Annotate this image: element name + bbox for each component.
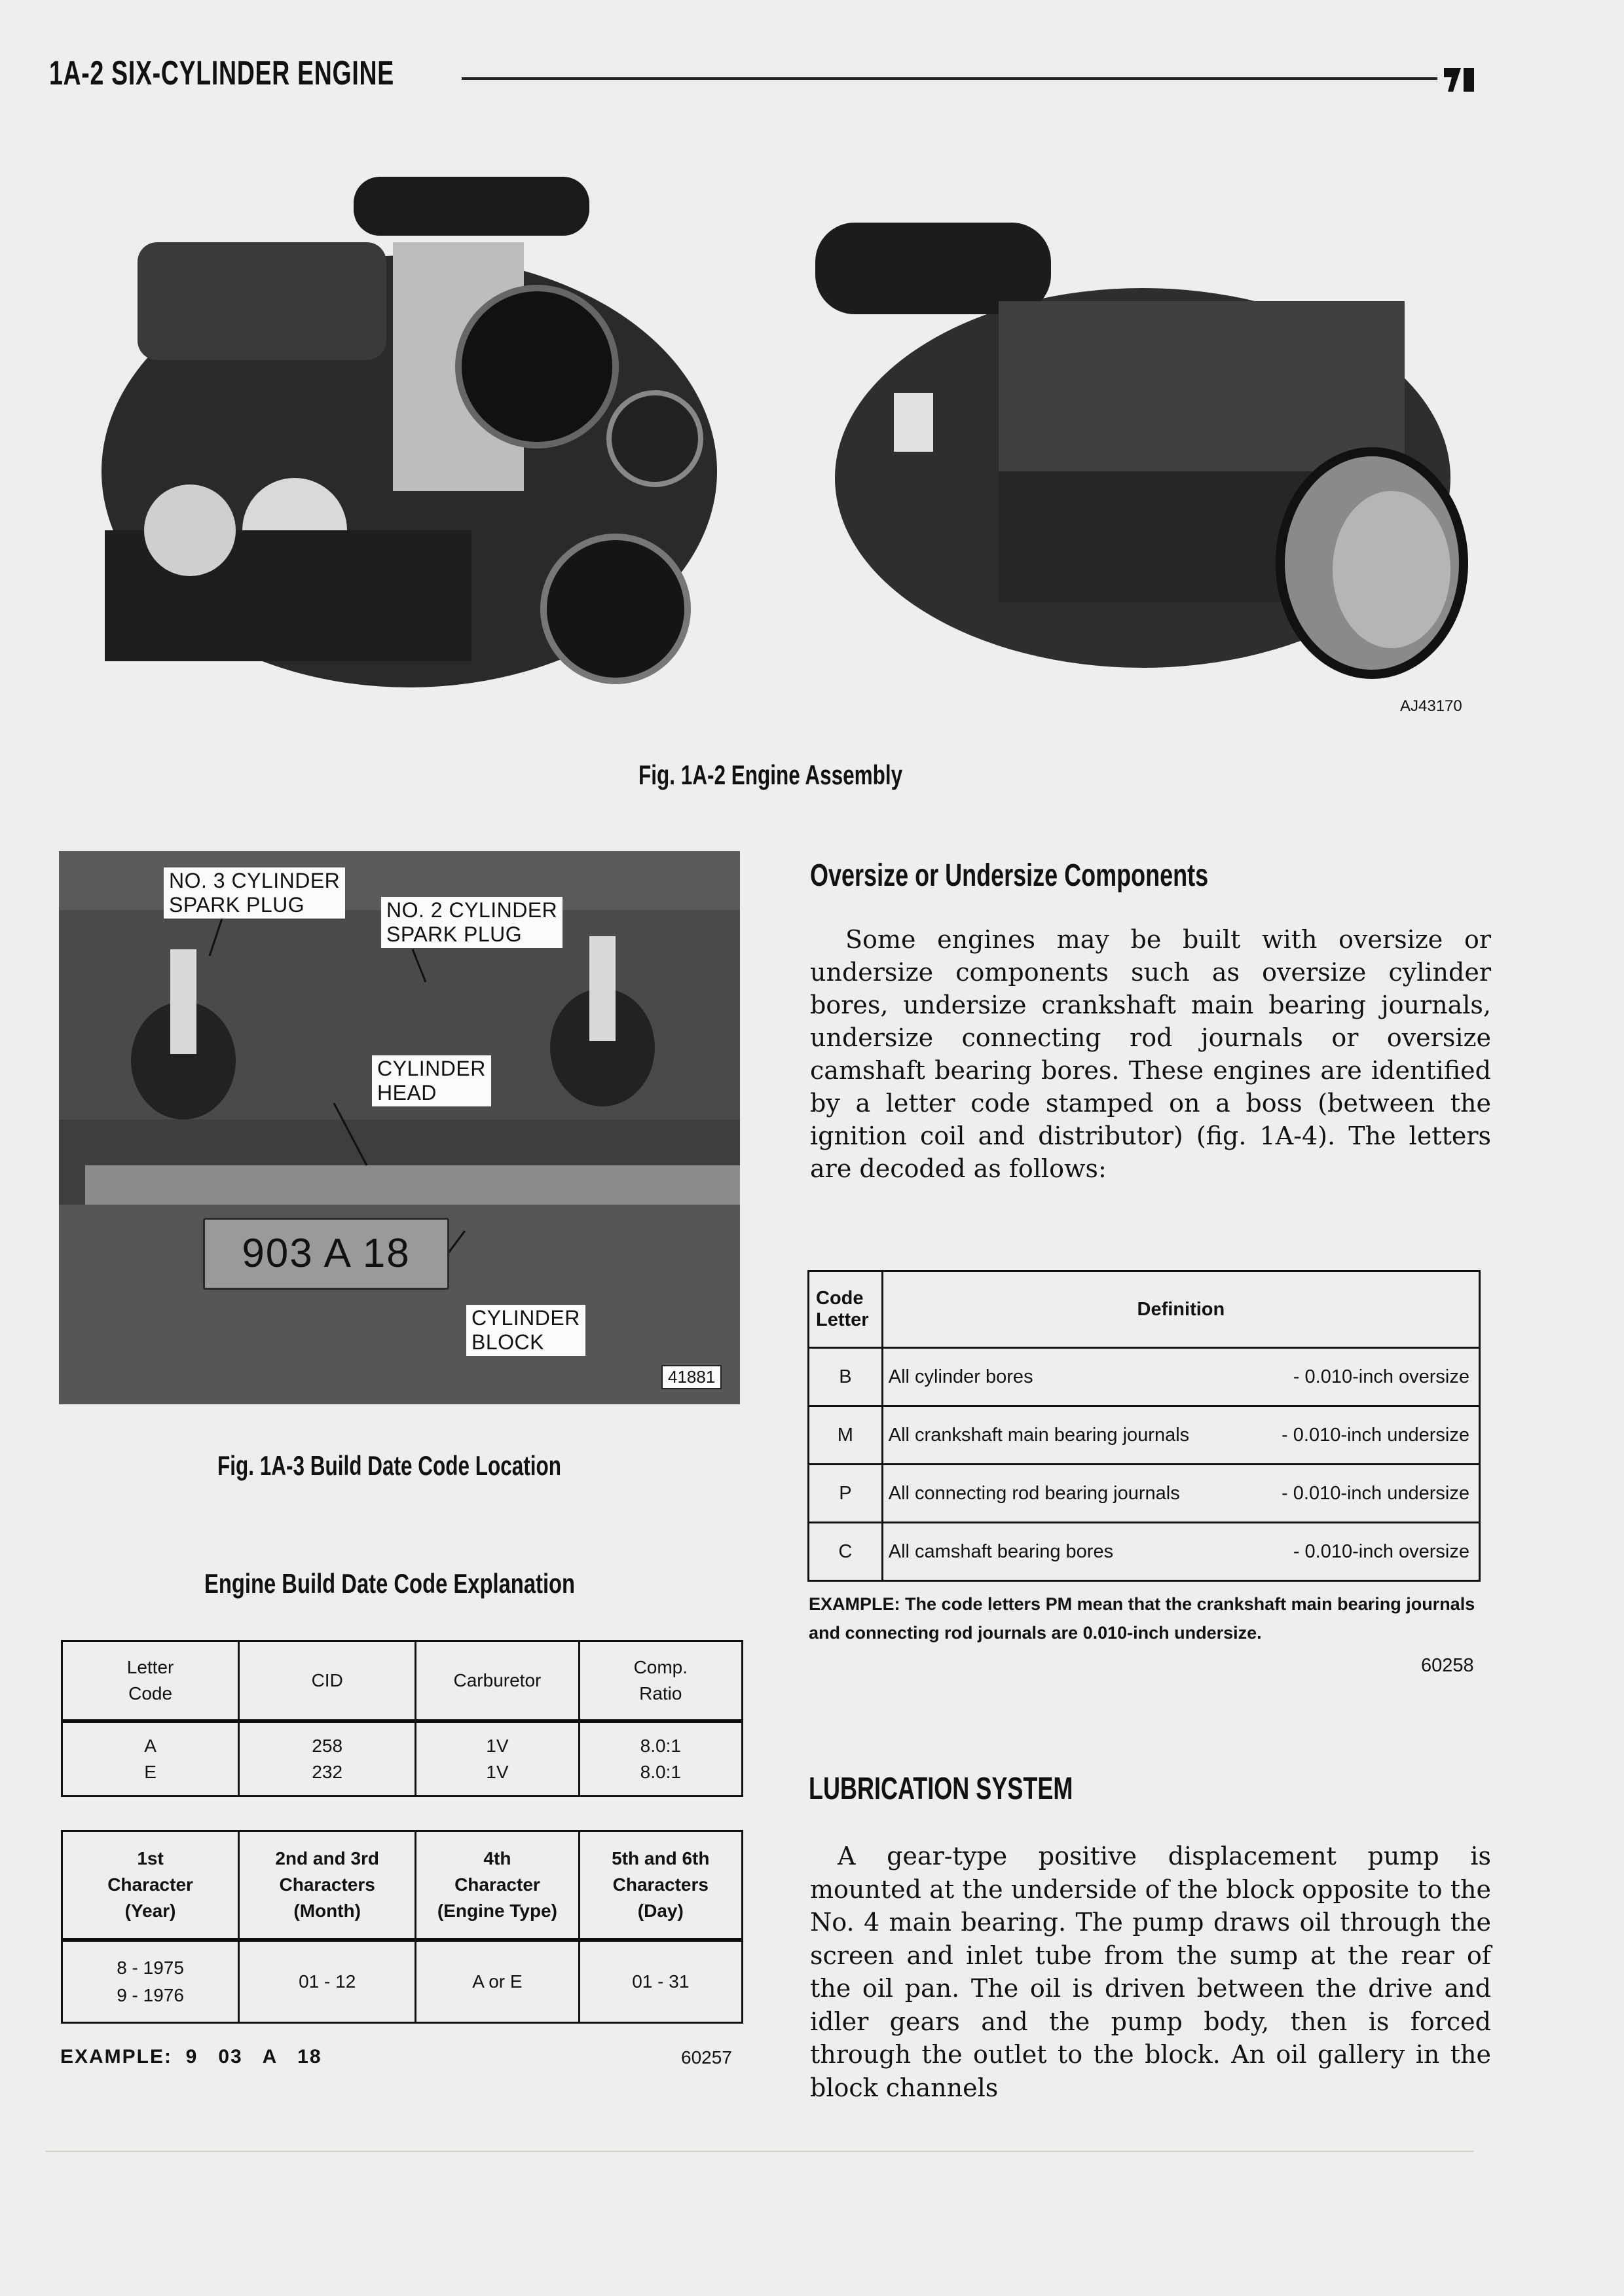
section-paragraph: A gear-type positive displacement pump is mounted at the underside of the block opposite to the No. 4 main bearing. The pump draws oil through the screen and inlet tube from the sump at the rear of the oil pan. The oil is driven between the drive and idler gears and the pump body, then is forced through the outlet to the block. An oil gallery in the block channels xyxy=(810,1842,1491,2102)
page-bottom-edge xyxy=(46,2151,1473,2152)
build-example: EXAMPLE: 9 03 A 18 xyxy=(60,2046,322,2068)
table-header: Definition xyxy=(882,1271,1479,1348)
build-photo-id: 41881 xyxy=(661,1365,722,1389)
table-header: Letter Code xyxy=(62,1641,239,1722)
callout-cylinder-head: CYLINDER HEAD xyxy=(372,1055,491,1106)
figure-number: 60257 xyxy=(681,2047,732,2068)
table-cell: All crankshaft main bearing journals xyxy=(882,1406,1245,1465)
engine-front-photo xyxy=(79,164,740,714)
table-cell: 01 - 31 xyxy=(579,1940,742,2023)
table-row xyxy=(809,1465,1480,1523)
engine-rear-photo xyxy=(802,196,1480,707)
table-cell: B xyxy=(809,1348,883,1406)
table-cell: 258 232 xyxy=(239,1721,416,1796)
oversize-code-table xyxy=(807,1270,1481,1582)
table-header: 4th Character (Engine Type) xyxy=(416,1831,579,1941)
callout-no3-spark-plug: NO. 3 CYLINDER SPARK PLUG xyxy=(164,867,345,919)
header-rule xyxy=(462,77,1437,80)
table-cell: 1V 1V xyxy=(416,1721,579,1796)
table-header: 5th and 6th Characters (Day) xyxy=(579,1831,742,1941)
table-cell: A or E xyxy=(416,1940,579,2023)
table-cell: - 0.010-inch undersize xyxy=(1246,1465,1480,1523)
table-header: 1st Character (Year) xyxy=(62,1831,239,1941)
build-code-plate: 903 A 18 xyxy=(203,1218,449,1290)
callout-no2-spark-plug: NO. 2 CYLINDER SPARK PLUG xyxy=(381,897,563,948)
table-row xyxy=(809,1406,1480,1465)
table-cell: - 0.010-inch undersize xyxy=(1246,1406,1480,1465)
table-cell: - 0.010-inch oversize xyxy=(1246,1348,1480,1406)
table-header: Carburetor xyxy=(416,1641,579,1722)
section-paragraph: Some engines may be built with oversize or undersize components such as oversize cylinder bores, undersize crankshaft main bearing journals, undersize connecting rod journals or oversize camshaft bearing bores. These engines are identified by a letter code stamped on a boss (between the ignition coil and distributor) (fig. 1A-4). The letters are decoded as follows: xyxy=(810,925,1491,1183)
table-cell: All camshaft bearing bores xyxy=(882,1523,1245,1581)
table-cell: All cylinder bores xyxy=(882,1348,1245,1406)
table-cell: 8 - 1975 9 - 1976 xyxy=(62,1940,239,2023)
table-row xyxy=(809,1348,1480,1406)
page-header-title: 1A-2 SIX-CYLINDER ENGINE xyxy=(49,54,394,92)
table-cell: - 0.010-inch oversize xyxy=(1246,1523,1480,1581)
table-cell: C xyxy=(809,1523,883,1581)
build-table-title: Engine Build Date Code Explanation xyxy=(204,1568,576,1599)
build-code-table xyxy=(61,1640,743,1797)
figure-number: 60258 xyxy=(1421,1655,1474,1676)
table-cell: 8.0:1 8.0:1 xyxy=(579,1721,742,1796)
brand-logo-icon xyxy=(1444,65,1475,94)
table-header: CID xyxy=(239,1641,416,1722)
section-heading: LUBRICATION SYSTEM xyxy=(809,1772,1073,1806)
callout-cylinder-block: CYLINDER BLOCK xyxy=(466,1305,585,1356)
table-header: Comp. Ratio xyxy=(579,1641,742,1722)
table-cell: A E xyxy=(62,1721,239,1796)
build-character-table xyxy=(61,1830,743,2024)
engine-photo-id: AJ43170 xyxy=(1400,697,1462,715)
table-header: 2nd and 3rd Characters (Month) xyxy=(239,1831,416,1941)
table-cell: All connecting rod bearing journals xyxy=(882,1465,1245,1523)
table-cell: 01 - 12 xyxy=(239,1940,416,2023)
table-cell: M xyxy=(809,1406,883,1465)
figure-caption: Fig. 1A-3 Build Date Code Location xyxy=(217,1450,562,1481)
figure-caption: Fig. 1A-2 Engine Assembly xyxy=(638,759,903,790)
code-example: EXAMPLE: The code letters PM mean that the crankshaft main bearing journals and connecting rod journals are 0.010-inch undersize. xyxy=(809,1594,1475,1643)
table-header: Code Letter xyxy=(809,1271,883,1348)
section-heading: Oversize or Undersize Components xyxy=(810,858,1209,893)
table-row xyxy=(809,1523,1480,1581)
table-cell: P xyxy=(809,1465,883,1523)
